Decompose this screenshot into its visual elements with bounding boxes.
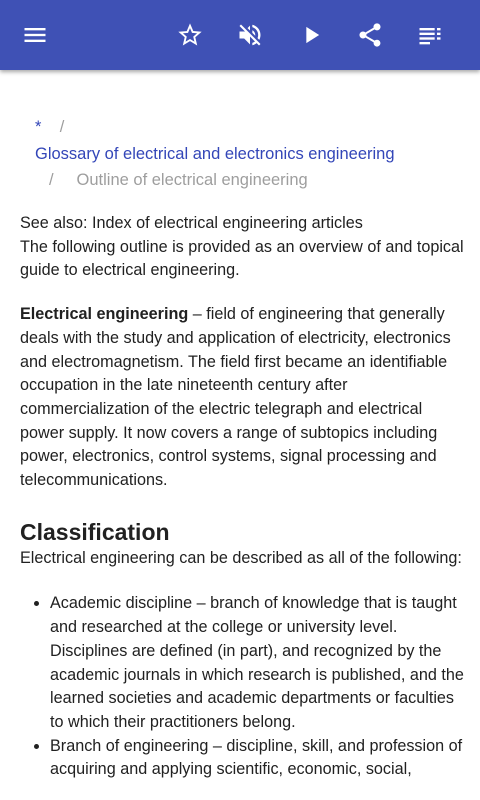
playlist-button[interactable] <box>406 11 454 59</box>
section-heading: Classification <box>20 518 170 545</box>
breadcrumb-parent-link[interactable]: Glossary of electrical and electronics engineering <box>35 144 395 163</box>
classification-list <box>20 592 468 782</box>
playlist-icon <box>416 21 444 49</box>
definition-paragraph <box>20 303 468 493</box>
list-item: • Academic discipline – branch of knowledge that is taught and researched at the college or university level. Disciplines are defined (in part), and recognized by the academic journals in which research is published, and the learned societies and academic departments or faculties to which their practitioners belong. <box>50 592 468 734</box>
breadcrumb-current: Outline of electrical engineering <box>76 171 308 189</box>
definition-term[interactable]: Electrical engineering <box>20 305 189 324</box>
breadcrumb-row-current <box>35 167 395 194</box>
article-body <box>20 212 468 782</box>
share-icon <box>356 21 384 49</box>
section-intro: Electrical engineering can be described as all of the following: <box>20 548 462 567</box>
article-content <box>0 70 480 800</box>
breadcrumb-root-link[interactable]: * <box>35 118 42 136</box>
menu-button[interactable] <box>11 11 59 59</box>
app-toolbar <box>0 0 480 70</box>
intro-paragraph: The following outline is provided as an overview of and topical guide to electrical engineering. <box>20 237 464 280</box>
breadcrumb-separator: / <box>59 118 65 136</box>
breadcrumb-row-root <box>35 114 395 141</box>
see-also-line <box>20 212 468 236</box>
play-icon <box>297 21 325 49</box>
list-item: • Branch of engineering – discipline, skill, and profession of acquiring and applying scientific, economic, social, <box>50 735 468 782</box>
see-also-link[interactable]: Index of electrical engineering articles <box>92 214 363 232</box>
volume-off-icon <box>236 21 264 49</box>
breadcrumb <box>35 114 395 194</box>
hamburger-menu-icon <box>21 21 49 49</box>
share-button[interactable] <box>346 11 394 59</box>
see-also-prefix: See also: <box>20 214 92 232</box>
breadcrumb-separator: / <box>49 171 54 189</box>
favorite-button[interactable] <box>166 11 214 59</box>
definition-text: – field of engineering that generally deals with the study and application of electricity, electronics and electromagnetism. The field first became an identifiable occupation in the late nineteenth century after commercialization of the electric telegraph and electrical power supply. It now covers a range of subtopics including power, electronics, control systems, signal processing and telecommunications. <box>20 305 451 490</box>
breadcrumb-row-parent <box>35 141 395 168</box>
star-outline-icon <box>176 21 204 49</box>
play-button[interactable] <box>287 11 335 59</box>
mute-button[interactable] <box>226 11 274 59</box>
breadcrumb-separator <box>46 118 60 136</box>
